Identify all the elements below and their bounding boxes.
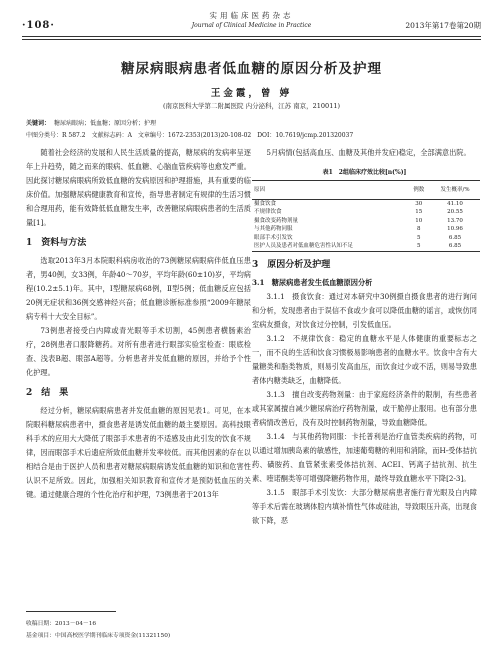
section-1-paragraph-1: 选取2013年3月本院眼科病房收治的73例糖尿病眼病伴低血压患者，男40例，女33例，年龄40～70岁，平均年龄(60±10)岁，平均病程(10.2±5.1)年。其中，Ⅰ型糖尿病68例，Ⅱ型5例；低血糖反应包括20例无症状和36例交感神经兴奋；低血糖诊断标准参照“2009年糖尿病专科十大安全目标”。 bbox=[26, 256, 251, 321]
article-title: 糖尿病眼病患者低血糖的原因分析及护理 bbox=[121, 61, 382, 77]
right-column bbox=[252, 146, 477, 528]
table-cell: 眼部手术引发饮 bbox=[254, 234, 293, 241]
affiliation: (南京医科大学第二附属医院 内分泌科，江苏 南京，210011) bbox=[162, 102, 341, 110]
table-cell: 摄食改变药物剂量 bbox=[254, 217, 299, 224]
section-2-paragraph-1: 经过分析，糖尿病眼病患者并发低血糖的原因见表1。可见，在本院眼科糖尿病患者中，摄食患者是诱发低血糖的最主要原因。高科技眼科手术的应用大大降低了眼部手术患者的不适感及由此引发的饮食不规律，因而眼部手术后遗症所致低血糖并发率较低。而其他因素的存在以相结合是由于医护人员和患者对糖尿病眼病诱发低血糖的知识和危害性认识不足所致。因此，加强相关知识教育和宣传才是预防低血压的关键。通过健康合理的个性化治疗和护理，73例患者于2013年 bbox=[26, 406, 251, 499]
keywords-label: 关键词： bbox=[26, 120, 51, 127]
table-cell: 41.10 bbox=[447, 200, 463, 207]
footnote-received: 收稿日期：2013－04－16 bbox=[26, 621, 97, 627]
table-row bbox=[252, 243, 480, 252]
section-3-1-5: 3.1.5 眼部手术引发饮：大部分糖尿病患者施行青光眼及白内障等手术后需在玻璃体腔内填补惰性气体或硅油，导致眼压升高，出现食欲下降，恶 bbox=[252, 488, 477, 525]
footnote-fund: 基金项目：中国高校医学期刊临床专项资金(11321150) bbox=[26, 633, 171, 639]
table-header-row bbox=[252, 181, 480, 200]
classification: 中图分类号：R 587.2 文献标志码：A 文章编号：1672-2353(2013)20-108-02 DOI：10.7619/jcmp.201320037 bbox=[26, 132, 354, 139]
authors: 王金霞，曾 婷 bbox=[210, 88, 293, 99]
table-cell: 10 bbox=[415, 217, 423, 224]
table-cell: 5 bbox=[416, 234, 421, 241]
table-row bbox=[252, 200, 480, 209]
table-caption: 表1 2组临床疗效比较[n(%)] bbox=[322, 169, 407, 176]
table-row bbox=[252, 226, 480, 235]
table-header: 原因 bbox=[252, 181, 407, 200]
right-intro-paragraph: 5月病情(包括高血压、血糖及其他并发症)稳定，全部满意出院。 bbox=[266, 148, 471, 157]
section-1-paragraph-2: 73例患者接受白内障或青光眼等手术切割，45例患者横肠素治疗，28例患者口服降糖药。对所有患者进行眼部实验室检查：眼底检查、浅表B超、眼部A超等。分析患者并发低血糖的原因，并给予个性化护理。 bbox=[26, 326, 251, 377]
table-1 bbox=[252, 166, 477, 252]
table-row bbox=[252, 209, 480, 218]
keywords bbox=[26, 118, 156, 127]
table-cell: 医护人员及患者对低血糖危害性认知不足 bbox=[252, 243, 407, 252]
table-cell: 不规律饮食 bbox=[254, 209, 282, 215]
header-rule bbox=[22, 36, 481, 40]
section-1-heading: 1 资料与方法 bbox=[26, 238, 87, 248]
section-3-1-4: 3.1.4 与其他药物同服：卡托普利是治疗血管类疾病的药物，可以通过增加胰岛素的敏感性，加速葡萄糖的利用和消除，而H-受体拮抗药、磺胺药、血管紧张素受体拮抗剂、ACEI、钙离子拮抗剂、抗生素、喹诺酮类等可增强降糖药物作用，最终导致血糖水平下降[2-3]。 bbox=[252, 432, 477, 483]
table-cell: 6.85 bbox=[448, 234, 462, 241]
page-number: ·108· bbox=[22, 20, 55, 31]
section-3-1-1: 3.1.1 摄食饮食：通过对本研究中30例摄自摄食患者的进行询问和分析，发现患者由于误信不食或少食可以降低血糖的谣言，或恢仿同室病友摄食，对饮食过分控制，引发低血压。 bbox=[252, 292, 477, 329]
journal-title-cn: 实用临床医药杂志 bbox=[209, 11, 294, 20]
table-header: 例数 bbox=[407, 181, 430, 200]
left-column bbox=[26, 146, 251, 502]
section-2-heading: 2 结 果 bbox=[26, 388, 69, 398]
table-row bbox=[252, 234, 480, 243]
section-3-1-3: 3.1.3 擅自改变药物剂量：由于家庭经济条件的限制，有些患者或其家属擅自减少糖尿病治疗药物剂量，或干脆停止服用。也有部分患者病情改善后，没有及时控制药物剂量，导致血糖降低。 bbox=[252, 390, 477, 427]
journal-title-en: Journal of Clinical Medicine in Practice bbox=[191, 22, 312, 29]
table-header: 发生概率/% bbox=[430, 181, 480, 200]
section-3-1-2: 3.1.2 不规律饮食：稳定的血糖水平是人体健康的重要标志之一，而不良的生活和饮食习惯极易影响患者的血糖水平。饮食中含有大量糖类和脂类物质，则易引发高血压，而饮食过少或不活，则易导致患者体内糖类缺乏，血糖降低。 bbox=[252, 334, 477, 385]
table-cell: 5 bbox=[407, 243, 430, 252]
table-cell: 15 bbox=[415, 209, 423, 215]
table-cell: 20.55 bbox=[447, 209, 463, 215]
table-cell: 13.70 bbox=[447, 217, 463, 224]
table-cell: 6.85 bbox=[430, 243, 480, 252]
cause-table bbox=[252, 180, 480, 252]
table-cell: 30 bbox=[415, 200, 423, 207]
footnote-rule bbox=[26, 611, 116, 612]
section-3-1-heading: 3.1 糖尿病患者发生低血糖原因分析 bbox=[252, 278, 373, 287]
table-cell: 10.96 bbox=[447, 226, 463, 232]
table-cell: 摄食饮食 bbox=[254, 200, 277, 207]
section-3-heading: 3 原因分析及护理 bbox=[252, 260, 331, 270]
issue-info: 2013年第17卷第20期 bbox=[405, 21, 481, 30]
intro-paragraph: 随着社会经济的发展和人民生活质量的提高，糖尿病的发病率呈逐年上升趋势，随之而来的眼病、低血糖、心脑血管疾病等也愈发严重。因此探讨糖尿病眼病所致低血糖的发病原因和护理措施，具有重要的临床价值。加强糖尿病健康教育和宣传，指导患者制定有规律的生活习惯和合理用药，能有效降低低血糖发生率，改善糖尿病眼病患者的生活质量[1]。 bbox=[26, 148, 251, 227]
table-cell: 与其他药物同服 bbox=[254, 226, 293, 232]
table-row bbox=[252, 217, 480, 226]
table-cell: 8 bbox=[416, 226, 421, 232]
keywords-text: 糖尿病眼病；低血糖；原因分析；护理 bbox=[54, 120, 157, 127]
